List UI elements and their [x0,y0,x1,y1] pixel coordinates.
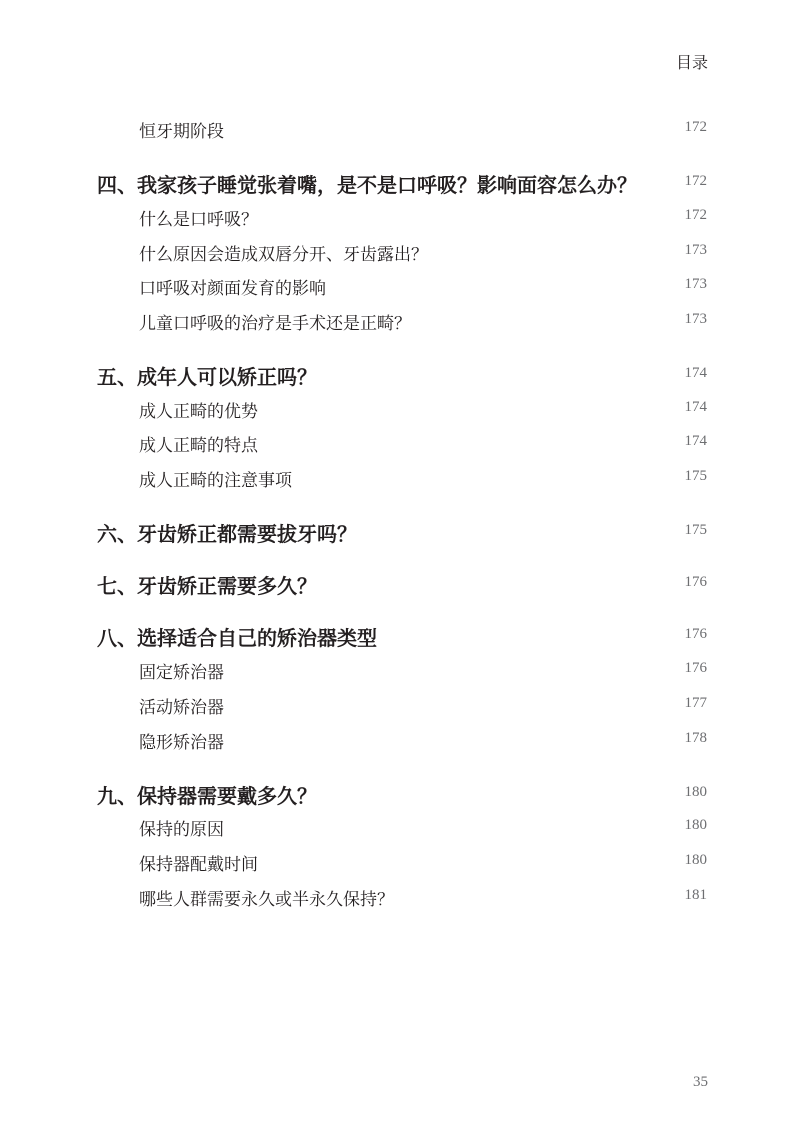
toc-subsection-row [0,309,800,337]
toc-page-number: 174 [684,399,707,415]
toc-page-number: 180 [684,817,707,833]
toc-subsection-title: 固定矫治器 [139,663,224,683]
toc-subsection-row [0,885,800,913]
toc-section-row [0,622,800,650]
toc-page-number: 176 [684,626,707,642]
toc-page-number: 172 [684,207,707,223]
toc-subsection-title: 活动矫治器 [139,698,224,718]
toc-section-title: 八、选择适合自己的矫治器类型 [97,626,377,650]
toc-page-number: 176 [684,660,707,676]
toc-subsection-title: 恒牙期阶段 [139,122,224,142]
toc-page-number: 173 [684,276,707,292]
toc-subsection-title: 儿童口呼吸的治疗是手术还是正畸？ [139,314,411,334]
toc-subsection-row [0,205,800,233]
toc-subsection-row [0,658,800,686]
toc-subsection-title: 隐形矫治器 [139,733,224,753]
toc-subsection-title: 成人正畸的注意事项 [139,471,292,491]
toc-section-row [0,570,800,598]
toc-subsection-row [0,850,800,878]
toc-section-row [0,169,800,197]
toc-subsection-title: 什么原因会造成双唇分开、牙齿露出？ [139,245,428,265]
toc-subsection-row [0,815,800,843]
toc-section-row [0,361,800,389]
toc-subsection-title: 哪些人群需要永久或半永久保持？ [139,890,394,910]
toc-page-number: 177 [684,695,707,711]
toc-subsection-row [0,466,800,494]
toc-subsection-row [0,397,800,425]
toc-subsection-row [0,274,800,302]
toc-page-number: 174 [684,365,707,381]
toc-page-number: 176 [684,574,707,590]
toc-page-number: 172 [684,119,707,135]
page-number: 35 [693,1074,708,1090]
toc-subsection-title: 成人正畸的特点 [139,436,258,456]
toc-section-title: 四、我家孩子睡觉张着嘴，是不是口呼吸？影响面容怎么办？ [97,173,637,197]
toc-subsection-row [0,728,800,756]
toc-page-number: 175 [684,468,707,484]
toc-subsection-row [0,693,800,721]
toc-subsection-row [0,240,800,268]
toc-page-number: 173 [684,311,707,327]
toc-subsection-title: 保持器配戴时间 [139,855,258,875]
toc-section-title: 五、成年人可以矫正吗？ [97,365,317,389]
toc-subsection-title: 成人正畸的优势 [139,402,258,422]
toc-page-number: 173 [684,242,707,258]
toc-section-title: 六、牙齿矫正都需要拔牙吗？ [97,522,357,546]
toc-subsection-row [0,117,800,145]
toc-section-row [0,518,800,546]
toc-section-row [0,780,800,808]
toc-subsection-title: 口呼吸对颜面发育的影响 [139,279,326,299]
toc-page-number: 180 [684,784,707,800]
running-header: 目录 [675,53,708,72]
toc-subsection-title: 什么是口呼吸？ [139,210,258,230]
toc-subsection-title: 保持的原因 [139,820,224,840]
toc-section-title: 七、牙齿矫正需要多久？ [97,574,317,598]
toc-page-number: 181 [684,887,707,903]
toc-page-number: 172 [684,173,707,189]
toc-page-number: 180 [684,852,707,868]
toc-section-title: 九、保持器需要戴多久？ [97,784,317,808]
toc-page-number: 175 [684,522,707,538]
toc-page-number: 178 [684,730,707,746]
toc-subsection-row [0,431,800,459]
toc-page-number: 174 [684,433,707,449]
